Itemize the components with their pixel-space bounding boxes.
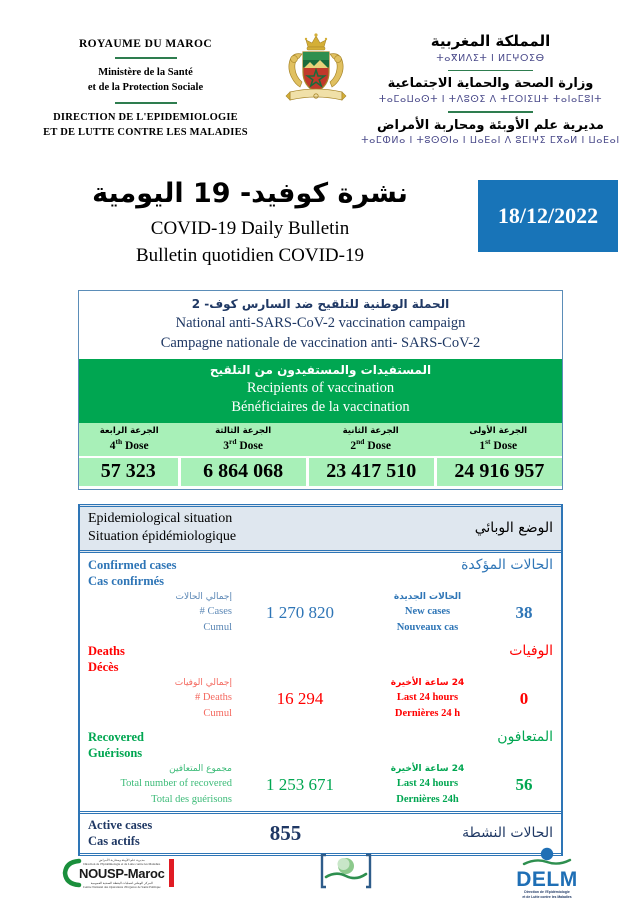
dose-header-row xyxy=(79,423,562,456)
confirmed-new-label-en: New cases xyxy=(404,606,451,618)
deaths-cumul-value: 16 294 xyxy=(276,689,324,709)
dose-label-ar-4th: الجرعة الرابعة xyxy=(99,425,159,436)
confirmed-new-labels xyxy=(360,591,495,634)
recipients-label-ar: المستفيدات والمستفيدون من التلقيح xyxy=(209,362,432,377)
recovered-values xyxy=(88,763,553,808)
nousp-red-bar-icon xyxy=(167,856,176,890)
confirmed-title-latin xyxy=(88,557,177,590)
deaths-title-ar: الوفيات xyxy=(509,642,553,659)
confirmed-title-en: Confirmed cases xyxy=(88,557,177,572)
confirmed-cases-values xyxy=(88,591,553,636)
header-divider-ar-2 xyxy=(448,111,533,113)
active-cases-value: 855 xyxy=(269,820,302,845)
ministry-label-ar: وزارة الصحة والحماية الاجتماعية xyxy=(387,76,594,92)
vaccination-table xyxy=(78,290,563,490)
active-title-ar: الحالات النشطة xyxy=(462,825,553,842)
bulletin-titles xyxy=(22,174,478,272)
deaths-new-value: 0 xyxy=(519,689,529,709)
delm-logo xyxy=(516,847,578,899)
active-title-en: Active cases xyxy=(88,817,153,832)
header-french-block xyxy=(18,28,273,140)
deaths-title-en: Deaths xyxy=(88,643,125,658)
deaths-new-label-ar: 24 ساعة الأخيرة xyxy=(390,678,465,689)
delm-subtitle xyxy=(522,890,571,899)
confirmed-title-fr: Cas confirmés xyxy=(88,574,165,589)
confirmed-title-ar: الحالات المؤكدة xyxy=(461,556,553,573)
deaths-section xyxy=(80,639,561,725)
confirmed-cases-titles xyxy=(88,557,553,590)
dose-value-3rd: 6 864 068 xyxy=(181,458,306,486)
nousp-bot-fr: Centre National des Opérations d'Urgence de Santé Publique xyxy=(82,884,161,889)
campaign-title-fr: Campagne nationale de vaccination anti- SARS-CoV-2 xyxy=(160,335,481,352)
bulletin-title-block xyxy=(22,174,618,272)
ministry-label-fr-line1: Ministère de la Santé xyxy=(98,66,193,78)
recovered-new-labels xyxy=(360,763,495,806)
dose-label-ar-3rd: الجرعة الثالثة xyxy=(215,425,272,436)
recovered-cumul-label-ar: مجموع المتعافين xyxy=(169,764,232,775)
recovered-title-en: Recovered xyxy=(88,729,144,744)
deaths-cumul-label-en: # Deaths xyxy=(194,692,232,704)
ministry-label-tifinagh: ⵜⴰⵎⴰⵡⴰⵙⵜ ⵏ ⵜⴷⵓⵙⵉ ⴷ ⵜⵎⵔⵏⵉⵡⵜ ⵜⴰⵏⴰⵎⵓⵏⵜ xyxy=(378,93,603,105)
epidemiological-table xyxy=(78,504,563,857)
dose-label-ar-1st: الجرعة الأولى xyxy=(469,425,528,436)
nousp-name: NOUSP-Maroc xyxy=(79,865,165,881)
recovered-title-latin xyxy=(88,729,144,762)
delm-sub-line2: et de Lutte contre les Maladies xyxy=(522,894,572,899)
deaths-new-labels xyxy=(360,677,495,720)
deaths-values xyxy=(88,677,553,722)
dose-value-4th: 57 323 xyxy=(79,458,178,486)
deaths-cumul-label-ar: إجمالي الوفيات xyxy=(174,678,232,689)
recovered-section xyxy=(80,725,561,811)
confirmed-cumul-label-en: # Cases xyxy=(199,606,232,618)
nousp-bot-text xyxy=(83,881,161,889)
campaign-title-en: National anti-SARS-CoV-2 vaccination campaign xyxy=(175,315,466,331)
page-title-en: COVID-19 Daily Bulletin xyxy=(150,218,350,240)
nousp-top-ar: مديرية علم الأوبئة ومحاربة الأمراض xyxy=(98,857,145,862)
recovered-cumul-label-fr: Total des guérisons xyxy=(151,793,232,805)
nousp-top-fr: Direction de l'Epidémiologie et de Lutte contre les Maladies xyxy=(83,861,161,866)
kingdom-label-tifinagh: ⵜⴰⴳⵍⴷⵉⵜ ⵏ ⵍⵎⵖⵔⵉⴱ xyxy=(436,52,545,64)
deaths-titles xyxy=(88,643,553,676)
morocco-coat-of-arms-icon xyxy=(273,28,359,110)
ministry-label-fr-line2: et de la Protection Sociale xyxy=(87,81,204,93)
confirmed-cumul-label-ar: إجمالي الحالات xyxy=(175,592,232,603)
deaths-title-fr: Décès xyxy=(88,660,119,675)
recovered-new-label-ar: 24 ساعة الأخيرة xyxy=(390,764,465,775)
active-title-latin xyxy=(88,817,238,850)
epi-header-ar: الوضع الوبائي xyxy=(474,519,553,536)
direction-label-ar: مديرية علم الأوبئة ومحاربة الأمراض xyxy=(377,117,604,133)
recovered-new-value: 56 xyxy=(515,775,533,795)
vaccination-campaign-header xyxy=(79,291,562,359)
dose-label-3rd: 3rd Dose xyxy=(223,436,264,452)
confirmed-new-label-fr: Nouveaux cas xyxy=(396,621,459,633)
epi-header-en: Epidemiological situation xyxy=(88,510,233,526)
header-divider-2 xyxy=(115,102,177,104)
health-ministry-logo-icon xyxy=(318,851,374,896)
campaign-title-ar: الحملة الوطنية للتلقيح ضد السارس كوف- 2 xyxy=(191,297,450,311)
dose-label-ar-2nd: الجرعة الثانية xyxy=(342,425,399,436)
dose-values-row xyxy=(79,456,562,489)
dose-header-3rd xyxy=(179,423,307,456)
dose-value-1st: 24 916 957 xyxy=(437,458,562,486)
epi-header-latin xyxy=(88,510,236,546)
deaths-new-label-fr: Dernières 24 h xyxy=(394,707,461,719)
header-divider-1 xyxy=(115,57,177,59)
dose-value-2nd: 23 417 510 xyxy=(309,458,434,486)
dose-label-4th: 4th Dose xyxy=(109,436,149,452)
confirmed-cases-section xyxy=(80,553,561,639)
recovered-titles xyxy=(88,729,553,762)
recipients-label-fr: Bénéficiaires de la vaccination xyxy=(231,399,410,416)
recipients-band xyxy=(79,359,562,423)
header-arabic-block xyxy=(359,28,622,148)
recovered-new-label-en: Last 24 hours xyxy=(396,778,459,790)
document-footer xyxy=(0,847,640,899)
dose-header-4th xyxy=(79,423,179,456)
header-divider-ar-1 xyxy=(448,70,533,72)
delm-emblem-icon xyxy=(516,847,578,869)
bulletin-date: 18/12/2022 xyxy=(478,180,618,252)
nousp-bot-ar: المركز الوطني لعمليات اليقظة الصحية العمومية xyxy=(90,880,153,885)
page-title-ar: نشرة كوفيد- 19 اليومية xyxy=(92,178,408,209)
confirmed-cumul-label-fr: Cumul xyxy=(203,621,232,633)
recovered-cumul-value: 1 253 671 xyxy=(266,775,334,795)
epi-header-fr: Situation épidémiologique xyxy=(88,528,237,544)
document-header xyxy=(0,0,640,160)
recovered-title-ar: المتعافون xyxy=(497,728,553,745)
recovered-cumul-label-en: Total number of recovered xyxy=(120,778,232,790)
nousp-top-text xyxy=(83,858,160,866)
direction-label-fr-line1: DIRECTION DE L'EPIDEMIOLOGIE xyxy=(53,111,238,123)
delm-name: DELM xyxy=(516,868,578,892)
confirmed-new-label-ar: الحالات الجديدة xyxy=(393,592,462,603)
page-title-fr: Bulletin quotidien COVID-19 xyxy=(136,245,364,267)
dose-label-2nd: 2nd Dose xyxy=(350,436,391,452)
dose-header-2nd xyxy=(307,423,435,456)
confirmed-cumul-labels xyxy=(88,591,240,634)
epidemiological-header-row xyxy=(80,504,561,553)
direction-label-fr-line2: ET DE LUTTE CONTRE LES MALADIES xyxy=(43,126,248,138)
dose-header-1st xyxy=(434,423,562,456)
dose-label-1st: 1st Dose xyxy=(479,436,518,452)
kingdom-label-ar: المملكة المغربية xyxy=(430,32,551,50)
deaths-title-latin xyxy=(88,643,125,676)
kingdom-label-fr: ROYAUME DU MAROC xyxy=(78,38,213,50)
confirmed-new-value: 38 xyxy=(515,603,533,623)
delm-sub-line1: Direction de l'Epidémiologie xyxy=(524,890,570,895)
direction-label-tifinagh: ⵜⴰⵎⵀⵍⴰ ⵏ ⵜⵓⵙⵙⵏⴰ ⵏ ⵡⴰⴹⴰⵏ ⴷ ⵓⵎⵏⵖⵉ ⵎⴳⴰⵍ ⵏ ⵡⴰⴹⴰⵏ xyxy=(361,135,620,147)
deaths-cumul-labels xyxy=(88,677,240,720)
recipients-label-en: Recipients of vaccination xyxy=(246,379,395,396)
confirmed-cumul-value: 1 270 820 xyxy=(266,603,334,623)
deaths-new-label-en: Last 24 hours xyxy=(396,692,459,704)
recovered-cumul-labels xyxy=(88,763,240,806)
nousp-maroc-logo xyxy=(62,856,176,890)
recovered-new-label-fr: Dernières 24h xyxy=(396,793,459,805)
deaths-cumul-label-fr: Cumul xyxy=(203,707,232,719)
active-title-fr: Cas actifs xyxy=(88,834,140,849)
recovered-title-fr: Guérisons xyxy=(88,746,143,761)
